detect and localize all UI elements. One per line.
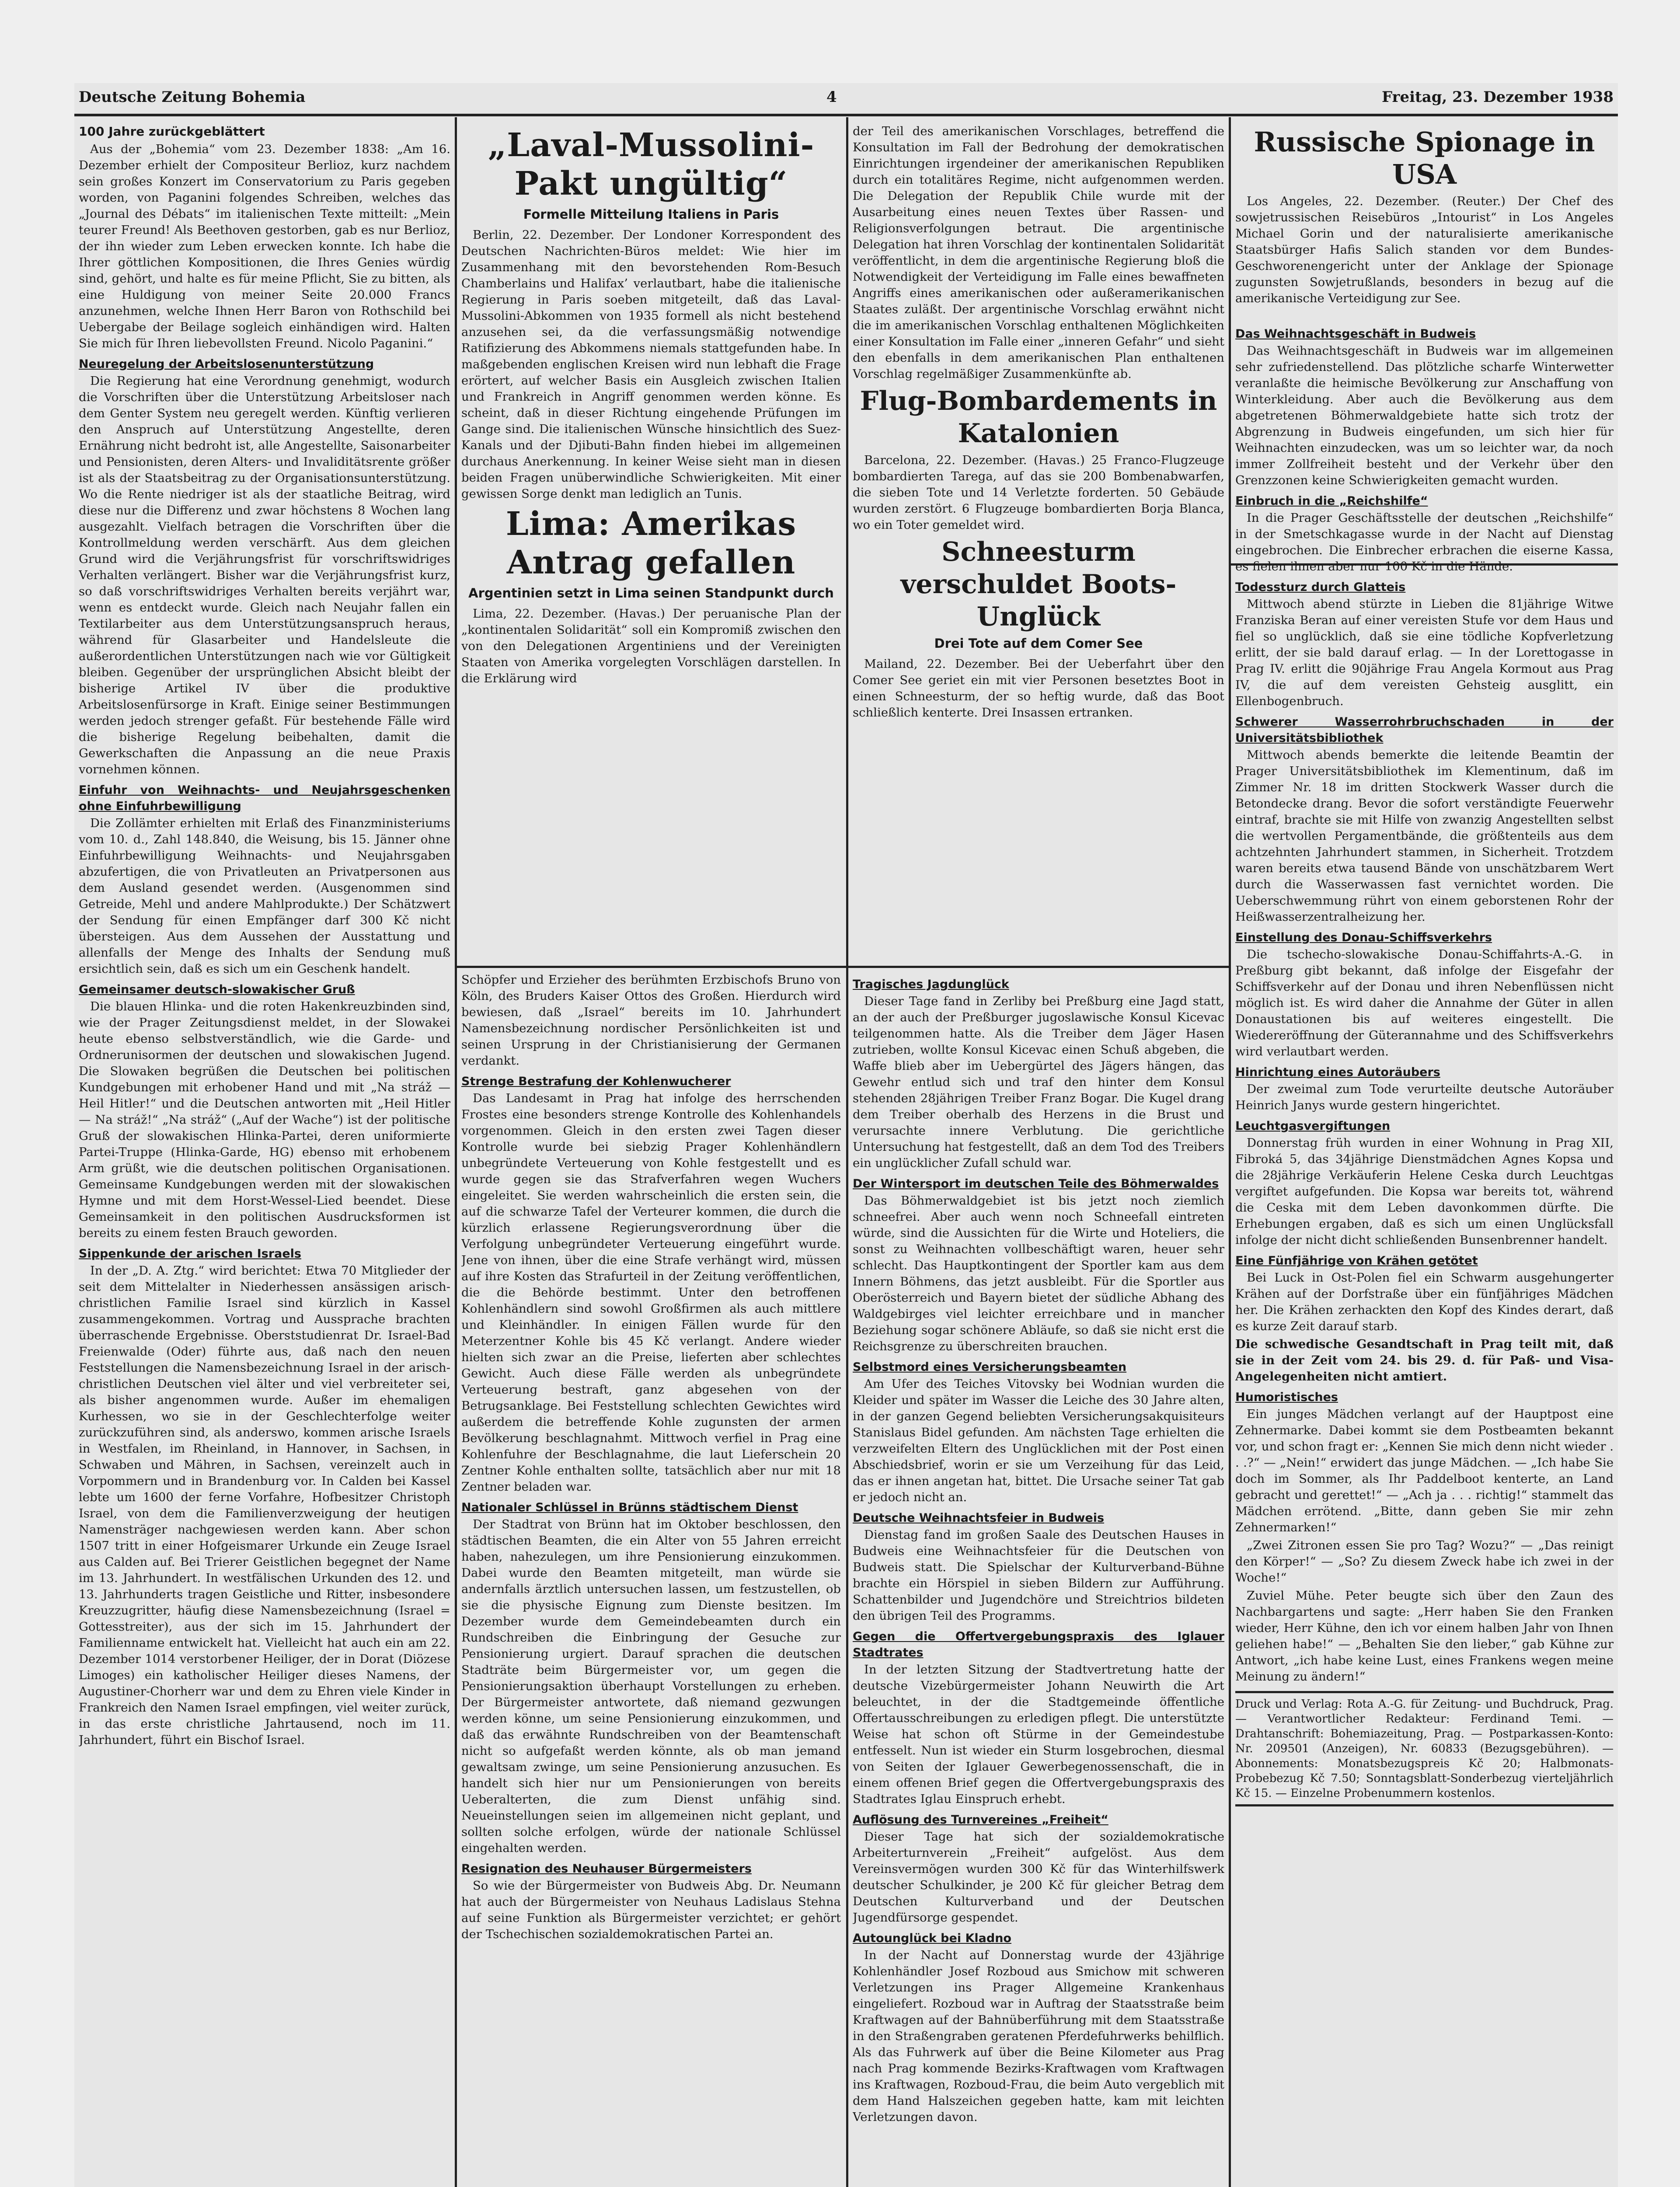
article-heading: Autounglück bei Kladno	[853, 1932, 1011, 1945]
column-1	[79, 123, 450, 2187]
article-paragraph: In die Prager Geschäftsstelle der deutschen „Reichshilfe“ in der Smetschkagasse wurde in der Nacht auf Dienstag eingebrochen. Die Einbrecher erbrachen die eiserne Kassa, es fielen ihnen aber nur 100 Kč in die Hände.	[1235, 511, 1614, 573]
article-heading: Neuregelung der Arbeitslosenunterstützung	[79, 357, 374, 371]
article-paragraph: Das Landesamt in Prag hat infolge des herrschenden Frostes eine besonders strenge Kontrolle des Kohlenhandels vorgenommen. Gleich in den ersten zwei Tagen dieser Kontrolle wurde bei siebzig Prager Kohlenhändlern unbegründete Verteuerung von Kohle festgestellt und es wurde gegen sie das Strafverfahren wegen Wuchers eingeleitet. Sie werden wahrscheinlich die ersten sein, die auf die schwarze Tafel der Verteurer kommen, die durch die kürzlich erlassene Regierungsverordnung über die Verfolgung unbegründeter Verteuerung eingeführt wurde. Jene von ihnen, über die eine Strafe verhängt wird, müssen auf ihre Kosten das Strafurteil in der Zeitung veröffentlichen, die die Behörde bestimmt. Unter den betroffenen Kohlenhändlern sind sowohl Großfirmen als auch mittlere und Kleinhändler. In einigen Fällen wurde für den Meterzentner Kohle bis 45 Kč verlangt. Andere wieder hielten sich zwar an die Preise, lieferten aber schlechtes Gewicht. Auch diese Fälle werden als unbegründete Verteuerung bestraft, ganz abgesehen von der Betrugsanklage. Bei Feststellung schlechten Gewichtes wird außerdem die betreffende Kohle zugunsten der armen Bevölkerung beschlagnahmt. Mittwoch verfiel in Prag eine Kohlenfuhre der Beschlagnahme, die laut Lieferschein 20 Zentner Kohle enthalten sollte, tatsächlich aber nur mit 18 Zentner beladen war.	[461, 1091, 841, 1494]
article-heading: Einstellung des Donau-Schiffsverkehrs	[1235, 931, 1492, 944]
headline-spionage: Russische Spionage in USA	[1254, 126, 1595, 190]
article-paragraph: In der letzten Sitzung der Stadtvertretung hatte der deutsche Vizebürgermeister Johann Neuwirth die Art beleuchtet, in der die Stadtgemeinde öffentliche Offertausschreibungen zu erledigen pflegt. Die unterstützte Weise hat schon oft Stürme in der Gemeindestube entfesselt. Nun ist wieder ein Sturm losgebrochen, diesmal von Seiten der Iglauer Gewerbegenossenschaft, die in einem offenen Brief gegen die Offertvergebungspraxis des Stadtrates Iglau Einspruch erhebt.	[853, 1663, 1224, 1806]
article-heading: Auflösung des Turnvereines „Freiheit“	[853, 1813, 1108, 1827]
headline-katalonien: Flug-Bombardements in Katalonien	[860, 386, 1217, 449]
article-paragraph: So wie der Bürgermeister von Budweis Abg. Dr. Neumann hat auch der Bürgermeister von Neuhaus Ladislaus Stehna auf seine Funktion als Bürgermeister verzichtet; er gehört der Tschechischen sozialdemokratischen Partei an.	[461, 1879, 841, 1941]
article-paragraph: Berlin, 22. Dezember. Der Londoner Korrespondent des Deutschen Nachrichten-Büros meldet: Wie hier im Zusammenhang mit den bevorstehenden Rom-Besuch Chamberlains und Halifax’ verlautbart, habe die italienische Regierung in Paris soeben mitgeteilt, daß das Laval-Mussolini-Abkommen von 1935 formell als nicht bestehend anzusehen sei, da die verfassungsmäßig notwendige Ratifizierung des Abkommens niemals stattgefunden habe. In maßgebenden englischen Kreisen wird nun lebhaft die Frage erörtert, auf welcher Basis ein Ausgleich zwischen Italien und Frankreich in Angriff genommen werden könne. Es scheint, daß in dieser Richtung eingehende Prüfungen im Gange sind. Die italienischen Wünsche hinsichtlich des Suez-Kanals und der Djibuti-Bahn finden hiebei im allgemeinen durchaus Anerkennung. In keiner Weise sieht man in diesen beiden Fragen unüberwindliche Schwierigkeiten. Mit einer gewissen Sorge denkt man lediglich an Tunis.	[461, 228, 841, 501]
subheadline: Formelle Mitteilung Italiens in Paris	[523, 207, 779, 222]
article-heading: Hinrichtung eines Autoräubers	[1235, 1066, 1440, 1079]
article-heading: Gegen die Offertvergebungspraxis des Iglauer Stadtrates	[853, 1630, 1224, 1659]
column-rule	[455, 117, 457, 2187]
article-heading: Todessturz durch Glatteis	[1235, 580, 1406, 594]
article-paragraph: „Zwei Zitronen essen Sie pro Tag? Wozu?“ — „Das reinigt den Körper!“ — „So? Zu diesem Zweck habe ich zwei in der Woche!“	[1235, 1538, 1614, 1585]
column-3-top	[853, 123, 1224, 963]
article-paragraph: Ein junges Mädchen verlangt auf der Hauptpost eine Zehnermarke. Dabei kommt sie dem Postbeamten bekannt vor, und schon fragt er: „Kennen Sie mich denn nicht wieder . . .?“ — „Nein!“ erwidert das junge Mädchen. — „Ich habe Sie doch im Sommer, als Ihr Paddelboot kenterte, an Land gebracht und gerettet!“ — „Ach ja . . . richtig!“ stammelt das Mädchen errötend. „Bitte, dann geben Sie mir zehn Zehnermarken!“	[1235, 1407, 1614, 1534]
notice: Die schwedische Gesandtschaft in Prag teilt mit, daß sie in der Zeit vom 24. bis 29. d. für Paß- und Visa-Angelegenheiten nicht amtiert.	[1235, 1337, 1614, 1383]
article-paragraph: Bei Luck in Ost-Polen fiel ein Schwarm ausgehungerter Krähen auf der Dorfstraße über ein fünfjähriges Mädchen her. Die Krähen zerhackten den Kopf des Kindes derart, daß es kurze Zeit darauf starb.	[1235, 1271, 1614, 1333]
article-paragraph: Die Regierung hat eine Verordnung genehmigt, wodurch die Vorschriften über die Unterstützung Arbeitsloser nach dem Genter System neu geregelt werden. Künftig verlieren den Anspruch auf Unterstützung Angestellte, deren Ernährung nicht bedroht ist, alle Angestellte, Saisonarbeiter und Pensionisten, deren Alters- und Invaliditätsrente größer ist als der Staatsbeitrag zu der Organisationsunterstützung. Wo die Rente niedriger ist als der staatliche Beitrag, wird diese nur die Differenz und zwar höchstens 8 Wochen lang ausgezahlt. Vielfach betragen die Vorschriften über die Kontrollmeldung werden verschärft. Aus dem gleichen Grund wird die Verjährungsfrist für vorschriftswidriges Verhalten verlängert. Bisher war die Verjährungsfrist kurz, so daß vorschriftswidriges Verhalten bereits verjährt war, wenn es entdeckt wurde. Gleich nach Neujahr fallen ein Textilarbeiter aus dem Unterstützungsanspruch heraus, während für Glasarbeiter und Handelsleute die außerordentlichen Unterstützungen nach wie vor Gültigkeit bleiben. Gegenüber der ursprünglichen Absicht bleibt der bisherige Artikel IV über die produktive Arbeitslosenfürsorge in Kraft. Einige seiner Bestimmungen werden jedoch strenger gefaßt. Für bestehende Fälle wird die bisherige Regelung beibehalten, damit die Gewerkschaften die Anpassung an die neue Praxis vornehmen können.	[79, 374, 450, 776]
page-number: 4	[826, 88, 837, 106]
column-2-top	[461, 123, 841, 963]
article-paragraph: In der Nacht auf Donnerstag wurde der 43jährige Kohlenhändler Josef Rozboud aus Smichow mit schweren Verletzungen ins Prager Allgemeine Krankenhaus eingeliefert. Rozboud war in Auftrag der Staatsstraße beim Kraftwagen auf der Bahnüberführung mit dem Staatsstraße in den Straßengraben geratenen Pferdefuhrwerks behilflich. Als das Fuhrwerk auf über die Beine Kilometer aus Prag nach Prag kommende Bezirks-Kraftwagen vom Kraftwagen ins Kraftwagen, Rozboud-Frau, die beim Auto vergeblich mit dem Hand Halszeichen gegeben hatte, kam mit leichten Verletzungen davon.	[853, 1948, 1224, 2124]
article-heading: Tragisches Jagdunglück	[853, 978, 1009, 991]
article-heading: Strenge Bestrafung der Kohlenwucherer	[461, 1075, 731, 1088]
article-heading: Resignation des Neuhauser Bürgermeisters	[461, 1862, 752, 1876]
article-heading: Deutsche Weihnachtsfeier in Budweis	[853, 1511, 1105, 1525]
column-4	[1235, 123, 1614, 2187]
newspaper-page	[74, 83, 1618, 2187]
article-heading: Schwerer Wasserrohrbruchschaden in der Universitätsbibliothek	[1235, 715, 1614, 745]
article-paragraph: Dienstag fand im großen Saale des Deutschen Hauses in Budweis eine Weihnachtsfeier für die Deutschen von Budweis statt. Die Spielschar der Kulturverband-Bühne brachte ein Hörspiel in sieben Bildern zur Aufführung. Schattenbilder und Jugendchöre und Streichtrios bildeten den übrigen Teil des Programms.	[853, 1528, 1224, 1623]
article-paragraph: Dieser Tage hat sich der sozialdemokratische Arbeiterturnverein „Freiheit“ aufgelöst. Aus dem Vereinsvermögen wurden 300 Kč für das Winterhilfswerk deutscher Schulkinder, je 200 Kč für gleicher Betrag dem Deutschen Kulturverband und der Deutschen Jugendfürsorge gespendet.	[853, 1830, 1224, 1925]
column-3-bottom	[853, 972, 1224, 2187]
article-paragraph: Barcelona, 22. Dezember. (Havas.) 25 Franco-Flugzeuge bombardierten Tarega, auf das sie 200 Bombenabwarfen, die sieben Tote und 14 Verletzte forderten. 50 Gebäude wurden zerstört. 6 Flugzeuge bombardierten Borja Blanca, wo ein Toter gemeldet wird.	[853, 453, 1224, 532]
article-paragraph: Mittwoch abends bemerkte die leitende Beamtin der Prager Universitätsbibliothek im Klementinum, daß im Zimmer Nr. 18 im dritten Stockwerk Wasser durch die Betondecke drang. Bevor die sofort verständigte Feuerwehr eintraf, brachte sie mit Hilfe von zwanzig Angestellten selbst die wertvollen Pergamentbände, die größtenteils aus dem achtzehnten Jahrhundert stammen, in Sicherheit. Trotzdem waren bereits etwa tausend Bände von unschätzbarem Wert durch die Wasserwassen fast vernichtet worden. Die Ueberschwemmung rührt von einem geborstenen Rohr der Heißwasserzentralheizung her.	[1235, 748, 1614, 924]
article-paragraph: Die blauen Hlinka- und die roten Hakenkreuzbinden sind, wie der Prager Zeitungsdienst meldet, in der Slowakei heute ebenso selbstverständlich, wie die Garde- und Ordnerunisormen der deutschen und slowakischen Jugend. Die Slowaken begrüßen die Deutschen bei politischen Kundgebungen mit erhobener Hand und mit „Na stráž — Heil Hitler!“ und die Deutschen antworten mit „Heil Hitler — Na stráž!“ „Na stráž“ („Auf der Wache“) ist der politische Gruß der slowakischen Hlinka-Partei, deren uniformierte Partei-Truppe (Hlinka-Garde, HG) ebenso mit erhobenem Arm grüßt, wie die deutschen politischen Organisationen. Gemeinsame Kundgebungen werden mit der slowakischen Hymne und mit dem Horst-Wessel-Lied beendet. Diese Gemeinsamkeit in den politischen Ausdrucksformen ist bereits zu einem festen Brauch geworden.	[79, 999, 450, 1240]
article-paragraph: Mailand, 22. Dezember. Bei der Ueberfahrt über den Comer See geriet ein mit vier Personen besetztes Boot in einen Schneesturm, der so heftig wurde, daß das Boot schließlich kenterte. Drei Insassen ertranken.	[853, 657, 1224, 720]
article-heading: Der Wintersport im deutschen Teile des Böhmerwaldes	[853, 1177, 1219, 1191]
imprint: Druck und Verlag: Rota A.-G. für Zeitung- und Buchdruck, Prag. — Verantwortlicher Redakteur: Ferdinand Temi. — Drahtanschrift: Bohemiazeitung, Prag. — Postparkassen-Konto: Nr. 209501 (Anzeigen), Nr. 60833 (Bezugsgebühren). — Abonnements: Monatsbezugspreis Kč 20; Halbmonats-Probebezug Kč 7.50; Sonntagsblatt-Sonderbezug vierteljährlich Kč 15. — Einzelne Probenummern kostenlos.	[1235, 1691, 1614, 1806]
article-heading: Eine Fünfjährige von Krähen getötet	[1235, 1254, 1478, 1268]
newspaper-name: Deutsche Zeitung Bohemia	[79, 88, 306, 106]
article-paragraph: Das Weihnachtsgeschäft in Budweis war im allgemeinen sehr zufriedenstellend. Das plötzliche scharfe Winterwetter veranlaßte die heimische Bevölkerung zur Anschaffung von Winterkleidung. Aber auch die Bevölkerung aus dem abgetretenen Böhmerwaldgebiete hatte sich trotz der Abgrenzung in Budweis eingefunden, um sich hier für Weihnachten einzudecken, was um so leichter war, da noch immer Zollfreiheit besteht und der Verkehr über den Grenzzonen keine Schwierigkeiten gemacht wurden.	[1235, 344, 1614, 487]
section-rule	[457, 966, 1229, 968]
headline-boots-unglueck: Schneesturm verschuldet Boots-Unglück	[900, 537, 1177, 632]
article-paragraph: Das Böhmerwaldgebiet ist bis jetzt noch ziemlich schneefrei. Aber auch wenn noch Schneefall eintreten würde, sind die Aussichten für die Wirte und Hoteliers, die sonst zu Weihnachten vollbeschäftigt waren, heuer sehr schlecht. Das Hauptkontingent der Sportler kam aus dem Innern Böhmens, das jetzt ausbleibt. Für die Sportler aus Oberösterreich und Bayern bietet der südliche Abhang des Waldgebirges viel leichter erreichbare und in mancher Beziehung sogar schönere Abläufe, so daß sie nicht erst die Reichsgrenze zu überschreiten brauchen.	[853, 1194, 1224, 1353]
page-header	[74, 83, 1618, 116]
article-heading: 100 Jahre zurückgeblättert	[79, 124, 265, 139]
article-paragraph: In der „D. A. Ztg.“ wird berichtet: Etwa 70 Mitglieder der seit dem Mittelalter in Niederhessen ansässigen arisch-christlichen Familie Israel sind kürzlich in Kassel zusammengekommen. Vortrag und Aussprache brachten überraschende Ergebnisse. Oberststudienrat Dr. Israel-Bad Freienwalde (Oder) führte aus, daß nach den neuen Feststellungen die Namensbezeichnung Israel in der arisch-christlichen Deutschen viel älter und viel verbreiteter sei, als bisher angenommen wurde. Außer im ehemaligen Kurhessen, wo sie in der Geschlechterfolge weiter zurückzuführen sind, als anderswo, kommen arische Israels in Westfalen, im Rheinland, in Hannover, in Sachsen, in Schwaben und Mähren, in Sachsen, vereinzelt auch in Vorpommern und in Brandenburg vor. In Calden bei Kassel lebte um 1600 der ferne Vorfahre, Hofbesitzer Christoph Israel, von dem die Familienverzweigung der heutigen Namensträger nachgewiesen werden kann. Aber schon 1507 tritt in einer Hofgeismarer Urkunde ein Zeuge Israel aus Calden auf. Bei Trierer Geistlichen begegnet der Name im 13. Jahrhundert. In westfälischen Urkunden des 12. und 13. Jahrhunderts tragen Geistliche und Ritter, insbesondere Kreuzzugritter, häufig diese Namensbezeichnung (Israel = Gottesstreiter), aus der sich im 15. Jahrhundert der Familienname entwickelt hat. Vielleicht hat auch ein am 22. Dezember 1014 verstorbener Heiliger, der in Dorat (Diözese Limoges) ein katholischer Heiliger dieses Namens, der Augustiner-Chorherr war und dem zu Ehren viele Kinder in Frankreich den Namen Israel empfingen, viel weiter zurück, in das erste christliche Jahrtausend, noch im 11. Jahrhundert, führt ein Bischof Israel.	[79, 1264, 450, 1747]
headline-laval-mussolini: „Laval-Mussolini-Pakt ungültig“	[488, 126, 815, 203]
article-heading: Leuchtgasvergiftungen	[1235, 1119, 1391, 1133]
article-heading: Gemeinsamer deutsch-slowakischer Gruß	[79, 983, 355, 996]
article-paragraph: Aus der „Bohemia“ vom 23. Dezember 1838: „Am 16. Dezember erhielt der Compositeur Berlioz, kurz nachdem sein großes Konzert im Conservatorium zu Paris gegeben worden, von Paganini folgendes Schreiben, welches das „Journal des Débats“ im italienischen Texte mitteilt: „Mein teurer Freund! Als Beethoven gestorben, gab es nur Berlioz, der ihn wieder zum Leben erwecken konnte. Ich habe die Ihrer göttlichen Kompositionen, die Ihres Genies würdig sind, gehört, und halte es für meine Pflicht, Sie zu bitten, als eine Huldigung von meiner Seite 20.000 Francs anzunehmen, welche Ihnen Herr Baron von Rothschild bei Uebergabe der Beilage sogleich einhändigen wird. Halten Sie mich für Ihren liebevollsten Freund. Nicolo Paganini.“	[79, 142, 450, 350]
article-paragraph: Los Angeles, 22. Dezember. (Reuter.) Der Chef des sowjetrussischen Reisebüros „Intourist“ in Los Angeles Michael Gorin und der naturalisierte amerikanische Staatsbürger Hafis Salich standen vor dem Bundes-Geschworenengericht unter der Anklage der Spionage zugunsten Sowjetrußlands, besonders in bezug auf die amerikanische Verteidigung zur See.	[1235, 194, 1614, 305]
article-paragraph: Die Zollämter erhielten mit Erlaß des Finanzministeriums vom 10. d., Zahl 148.840, die Weisung, bis 15. Jänner ohne Einfuhrbewilligung Weihnachts- und Neujahrsgaben abzufertigen, die von Privatleuten an Privatpersonen aus dem Ausland gesendet werden. (Ausgenommen sind Getreide, Mehl und andere Mahlprodukte.) Der Schätzwert der Sendung für einen Empfänger darf 300 Kč nicht übersteigen. Aus dem Aussehen der Ausstattung und allenfalls der Menge des Inhalts der Sendung muß ersichtlich sein, daß es sich um ein Geschenk handelt.	[79, 816, 450, 976]
article-paragraph: Mittwoch abend stürzte in Lieben die 81jährige Witwe Franziska Beran auf einer vereisten Stufe vor dem Haus und fiel so unglücklich, daß sie eine tödliche Kopfverletzung erlitt, der sie bald darauf erlag. — In der Lorettogasse in Prag IV. erlitt die 90jährige Frau Angela Kormout aus Prag IV, die auf dem vereisten Gehsteig ausglitt, ein Ellenbogenbruch.	[1235, 597, 1614, 708]
article-paragraph: Donnerstag früh wurden in einer Wohnung in Prag XII, Fibroká 5, das 34jährige Dienstmädchen Agnes Kopsa und die 28jährige Verkäuferin Helene Ceska durch Leuchtgas vergiftet aufgefunden. Die Kopsa war bereits tot, während die Ceska mit dem Leben davonkommen dürfte. Die Erhebungen ergaben, daß es sich um einen Unglücksfall infolge der nicht dicht schließenden Bunsenbrenner handelt.	[1235, 1136, 1614, 1247]
subheadline: Argentinien setzt in Lima seinen Standpunkt durch	[468, 586, 834, 601]
article-paragraph: Der zweimal zum Tode verurteilte deutsche Autoräuber Heinrich Janys wurde gestern hingerichtet.	[1235, 1082, 1614, 1112]
article-heading: Einfuhr von Weihnachts- und Neujahrsgeschenken ohne Einfuhrbewilligung	[79, 783, 450, 813]
article-paragraph: Zuviel Mühe. Peter beugte sich über den Zaun des Nachbargartens und sagte: „Herr haben Sie den Franken wieder, Herr Kühne, den ich vor einem halben Jahr von Ihnen geliehen habe!“ — „Behalten Sie den lieber,“ gab Kühne zur Antwort, „ich habe keine Lust, eines Frankens wegen meine Meinung zu ändern!“	[1235, 1589, 1614, 1684]
article-heading: Humoristisches	[1235, 1390, 1338, 1404]
article-paragraph: Schöpfer und Erzieher des berühmten Erzbischofs Bruno von Köln, des Bruders Kaiser Ottos des Großen. Hierdurch wird bewiesen, daß „Israel“ bereits im 10. Jahrhundert Namensbezeichnung nordischer Persönlichkeiten ist und seinen Ursprung in der Christianisierung der Germanen verdankt.	[461, 973, 841, 1068]
article-heading: Selbstmord eines Versicherungsbeamten	[853, 1360, 1127, 1374]
subheadline: Drei Tote auf dem Comer See	[934, 636, 1143, 651]
article-heading: Nationaler Schlüssel in Brünns städtischem Dienst	[461, 1501, 798, 1514]
article-paragraph: Die tschecho-slowakische Donau-Schiffahrts-A.-G. in Preßburg gibt bekannt, daß infolge der Eisgefahr der Schiffsverkehr auf der Donau und ihren Nebenflüssen nicht möglich ist. Es wird daher die Annahme der Güter in allen Donaustationen bis auf weiteres eingestellt. Die Wiedereröffnung der Güterannahme und des Schiffsverkehrs wird verlautbart werden.	[1235, 947, 1614, 1059]
article-paragraph: Lima, 22. Dezember. (Havas.) Der peruanische Plan der „kontinentalen Solidarität“ soll ein Kompromiß zwischen den von den Delegationen Argentiniens und der Vereinigten Staaten von Amerika vorgelegten Vorschlägen darstellen. In die Erklärung wird	[461, 607, 841, 685]
column-rule	[846, 117, 848, 2187]
article-heading: Einbruch in die „Reichshilfe“	[1235, 494, 1428, 508]
article-paragraph: Der Stadtrat von Brünn hat im Oktober beschlossen, den städtischen Beamten, die ein Alter von 55 Jahren erreicht haben, nahezulegen, um ihre Pensionierung einzukommen. Dabei wurde den Beamten mitgeteilt, man würde sie andernfalls ärztlich untersuchen lassen, um festzustellen, ob sie die physische Eignung zum Dienste besitzen. Im Dezember wurde dem Gemeindebeamten durch ein Rundschreiben die Einbringung der Gesuche zur Pensionierung urgiert. Darauf sprachen die deutschen Stadträte beim Bürgermeister vor, um gegen die Pensionierungsaktion überhaupt Vorstellungen zu erheben. Der Bürgermeister antwortete, daß niemand gezwungen werden könne, um seine Pensionierung einzukommen, und daß das erwähnte Rundschreiben von der Beamtenschaft nicht so aufgefaßt werden könnte, als ob man jemand gewaltsam zwinge, um seine Pensionierung anzusuchen. Es handelt sich hier nur um Pensionierungen von bereits Ueberalterten, die zum Dienst unfähig sind. Neueinstellungen seien im allgemeinen nicht geplant, und sollten solche erfolgen, würde der nationale Schlüssel eingehalten werden.	[461, 1517, 841, 1855]
headline-lima: Lima: Amerikas Antrag gefallen	[505, 505, 797, 581]
article-heading: Sippenkunde der arischen Israels	[79, 1247, 301, 1261]
article-paragraph: der Teil des amerikanischen Vorschlages, betreffend die Konsultation im Fall der Bedrohung der demokratischen Einrichtungen irgendeiner der amerikanischen Republiken durch ein totalitäres Regime, nicht aufgenommen werden. Die Delegation der Republik Chile wurde mit der Ausarbeitung eines neuen Textes über Rassen- und Religionsverfolgungen betraut. Die argentinische Delegation hat ihren Vorschlag der kontinentalen Solidarität veröffentlicht, in dem die argentinische Regierung bloß die Notwendigkeit der Verteidigung im Falle eines bewaffneten Angriffs eines amerikanischen oder außeramerikanischen Staates zuläßt. Der argentinische Vorschlag erwähnt nicht die im amerikanischen Vorschlag enthaltenen Möglichkeiten einer Konsultation im Falle einer „inneren Gefahr“ und sieht den ebenfalls in dem amerikanischen Plan enthaltenen Vorschlag regelmäßiger Zusammenkünfte ab.	[853, 124, 1224, 381]
article-paragraph: Am Ufer des Teiches Vitovsky bei Wodnian wurden die Kleider und später im Wasser die Leiche des 30 Jahre alten, in der ganzen Gegend beliebten Versicherungsakquisiteurs Stanislaus Bidel gefunden. Am nächsten Tage erhielten die verzweifelten Eltern des Unglücklichen mit der Post einen Abschiedsbrief, worin er sie um Verzeihung für das Leid, das er ihnen angetan hat, bittet. Die Ursache seiner Tat gab er jedoch nicht an.	[853, 1377, 1224, 1504]
column-rule	[1229, 117, 1231, 2187]
article-heading: Das Weihnachtsgeschäft in Budweis	[1235, 327, 1476, 341]
article-paragraph: Dieser Tage fand in Zerliby bei Preßburg eine Jagd statt, an der auch der Preßburger jugoslawische Konsul Kicevac teilgenommen hatte. Als die Treiber dem Jäger Hasen zutrieben, wollte Konsul Kicevac einen Schuß abgeben, die Waffe blieb aber im Uebergürtel des Jägers hängen, das Gewehr entlud sich und traf den hinter dem Konsul stehenden 28jährigen Treiber Franz Bogar. Die Kugel drang dem Treiber oberhalb des Herzens in die Brust und verursachte innere Verblutung. Die gerichtliche Untersuchung hat festgestellt, daß an dem Tod des Treibers ein unglücklicher Zufall schuld war.	[853, 994, 1224, 1170]
issue-date: Freitag, 23. Dezember 1938	[1382, 88, 1614, 106]
column-2-bottom	[461, 972, 841, 2187]
